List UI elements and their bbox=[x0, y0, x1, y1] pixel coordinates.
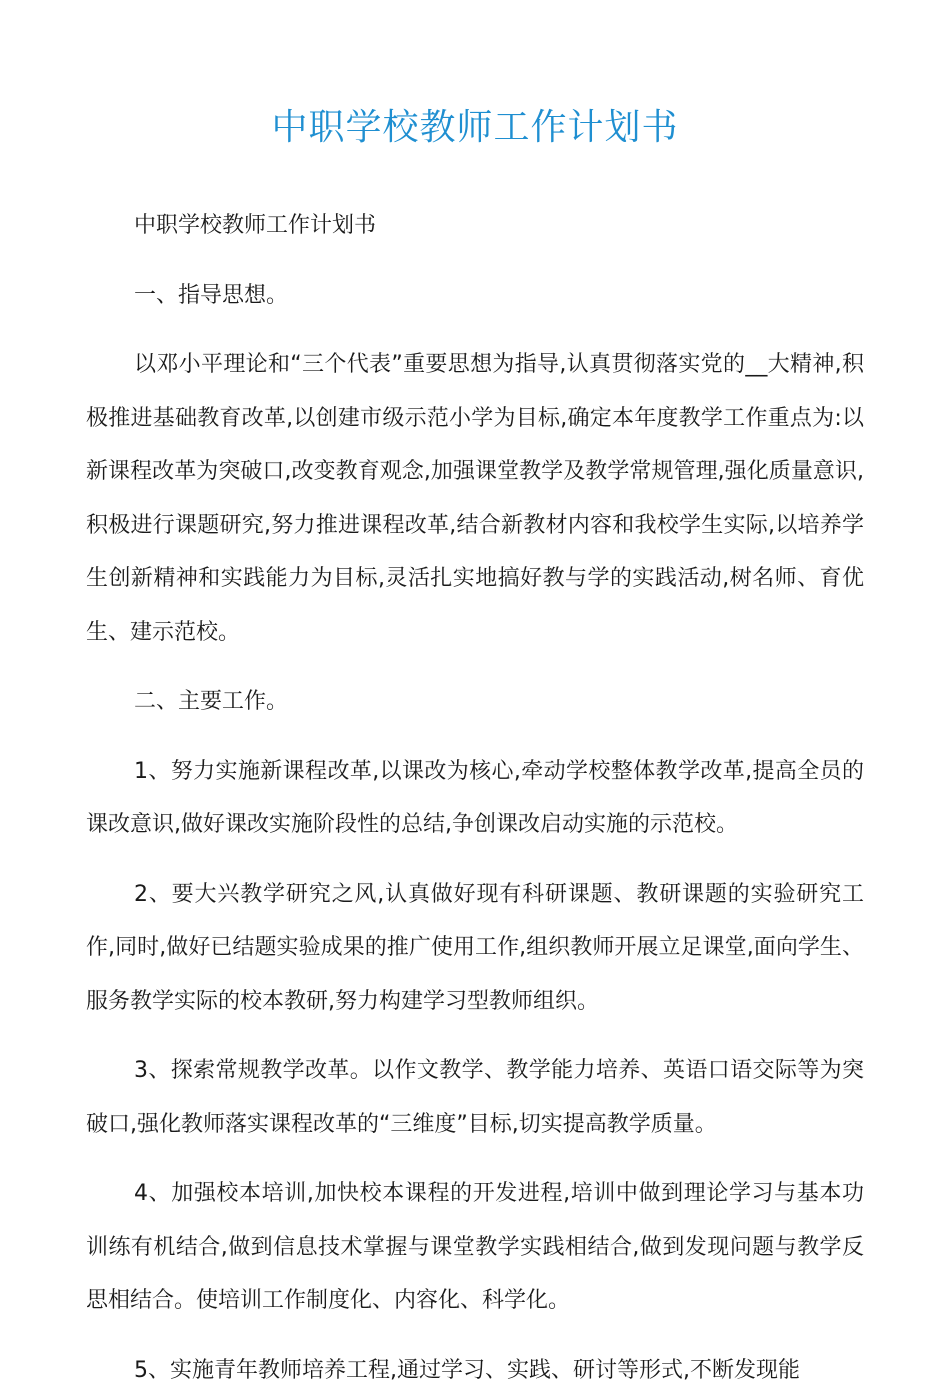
paragraph-item-5: 5、实施青年教师培养工程,通过学习、实践、研讨等形式,不断发现能 bbox=[86, 1344, 864, 1397]
paragraph-section-2-heading: 二、主要工作。 bbox=[86, 675, 864, 729]
paragraph-heading-repeat: 中职学校教师工作计划书 bbox=[86, 199, 864, 253]
paragraph-item-3: 3、探索常规教学改革。以作文教学、教学能力培养、英语口语交际等为突破口,强化教师落实课程改革的“三维度”目标,切实提高教学质量。 bbox=[86, 1044, 864, 1151]
paragraph-item-2: 2、要大兴教学研究之风,认真做好现有科研课题、教研课题的实验研究工作,同时,做好已结题实验成果的推广使用工作,组织教师开展立足课堂,面向学生、服务教学实际的校本教研,努力构建学习型教师组织。 bbox=[86, 868, 864, 1029]
document-body bbox=[86, 199, 864, 1397]
document-title: 中职学校教师工作计划书 bbox=[0, 100, 950, 156]
paragraph-section-1-heading: 一、指导思想。 bbox=[86, 269, 864, 323]
paragraph-item-4: 4、加强校本培训,加快校本课程的开发进程,培训中做到理论学习与基本功训练有机结合,做到信息技术掌握与课堂教学实践相结合,做到发现问题与教学反思相结合。使培训工作制度化、内容化、科学化。 bbox=[86, 1167, 864, 1328]
paragraph-item-1: 1、努力实施新课程改革,以课改为核心,牵动学校整体教学改革,提高全员的课改意识,做好课改实施阶段性的总结,争创课改启动实施的示范校。 bbox=[86, 745, 864, 852]
paragraph-guiding-thought: 以邓小平理论和“三个代表”重要思想为指导,认真贯彻落实党的__大精神,积极推进基础教育改革,以创建市级示范小学为目标,确定本年度教学工作重点为:以新课程改革为突破口,改变教育观念,加强课堂教学及教学常规管理,强化质量意识,积极进行课题研究,努力推进课程改革,结合新教材内容和我校学生实际,以培养学生创新精神和实践能力为目标,灵活扎实地搞好教与学的实践活动,树名师、育优生、建示范校。 bbox=[86, 338, 864, 659]
